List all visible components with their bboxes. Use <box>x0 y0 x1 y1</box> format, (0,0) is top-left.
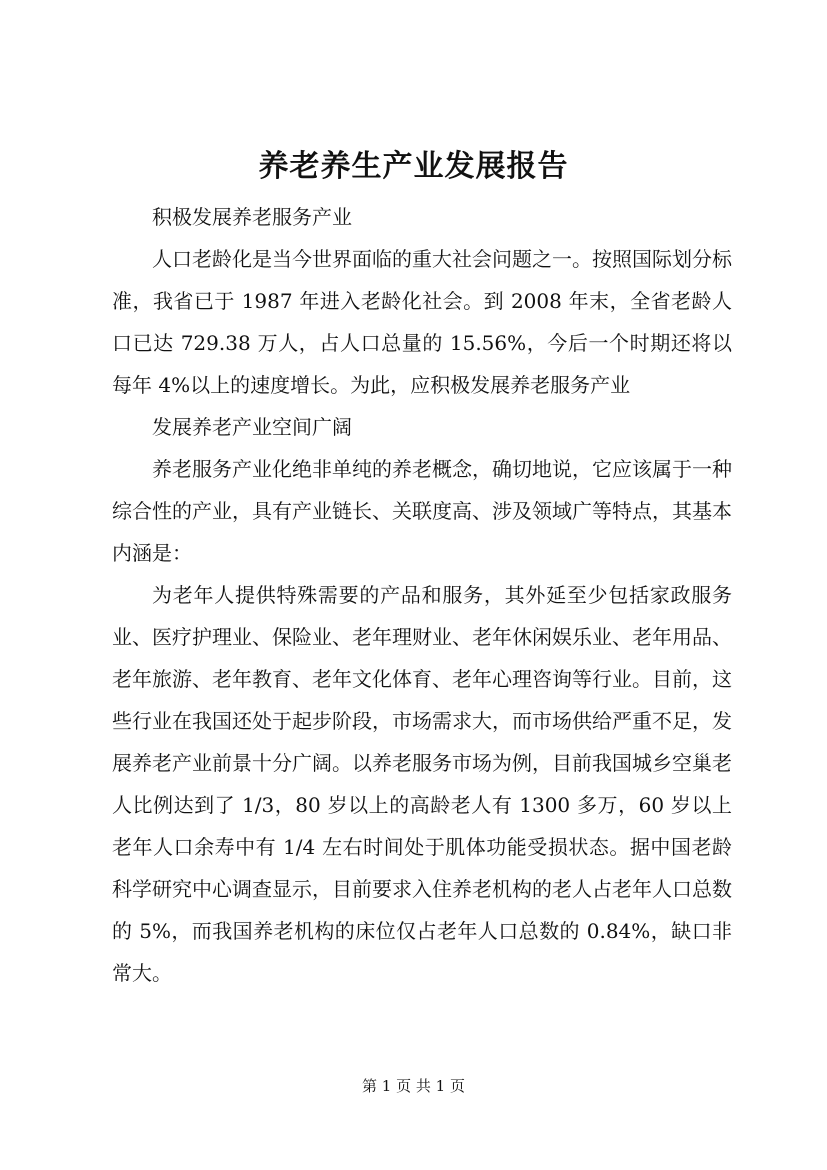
section-heading-develop-elderly-service: 积极发展养老服务产业 <box>152 205 352 229</box>
paragraph-products-services: 为老年人提供特殊需要的产品和服务，其外延至少包括家政服务业、医疗护理业、保险业、老年理财业、老年休闲娱乐业、老年用品、老年旅游、老年教育、老年文化体育、老年心理咨询等行业。目前，这些行业在我国还处于起步阶段，市场需求大，而市场供给严重不足，发展养老产业前景十分广阔。以养老服务市场为例，目前我国城乡空巢老人比例达到了 1/3，80 岁以上的高龄老人有 1300 多万，60 岁以上老年人口余寿中有 1/4 左右时间处于肌体功能受损状态。据中国老龄科学研究中心调查显示，目前要求入住养老机构的老人占老年人口总数的 5%，而我国养老机构的床位仅占老年人口总数的 0.84%，缺口非常大。 <box>112 583 732 985</box>
section-heading-industry-space: 发展养老产业空间广阔 <box>152 415 352 439</box>
paragraph-population-aging: 人口老龄化是当今世界面临的重大社会问题之一。按照国际划分标准，我省已于 1987 年进入老龄化社会。到 2008 年末，全省老龄人口已达 729.38 万人，占人口总量的 15.56%，今后一个时期还将以每年 4%以上的速度增长。为此，应积极发展养老服务产业 <box>112 247 732 397</box>
page-footer: 第 1 页 共 1 页 <box>362 1077 465 1095</box>
document-title: 养老养生产业发展报告 <box>258 149 569 184</box>
paragraph-industrialization: 养老服务产业化绝非单纯的养老概念，确切地说，它应该属于一种综合性的产业，具有产业链长、关联度高、涉及领域广等特点，其基本内涵是： <box>112 457 732 565</box>
document-body <box>112 196 732 994</box>
